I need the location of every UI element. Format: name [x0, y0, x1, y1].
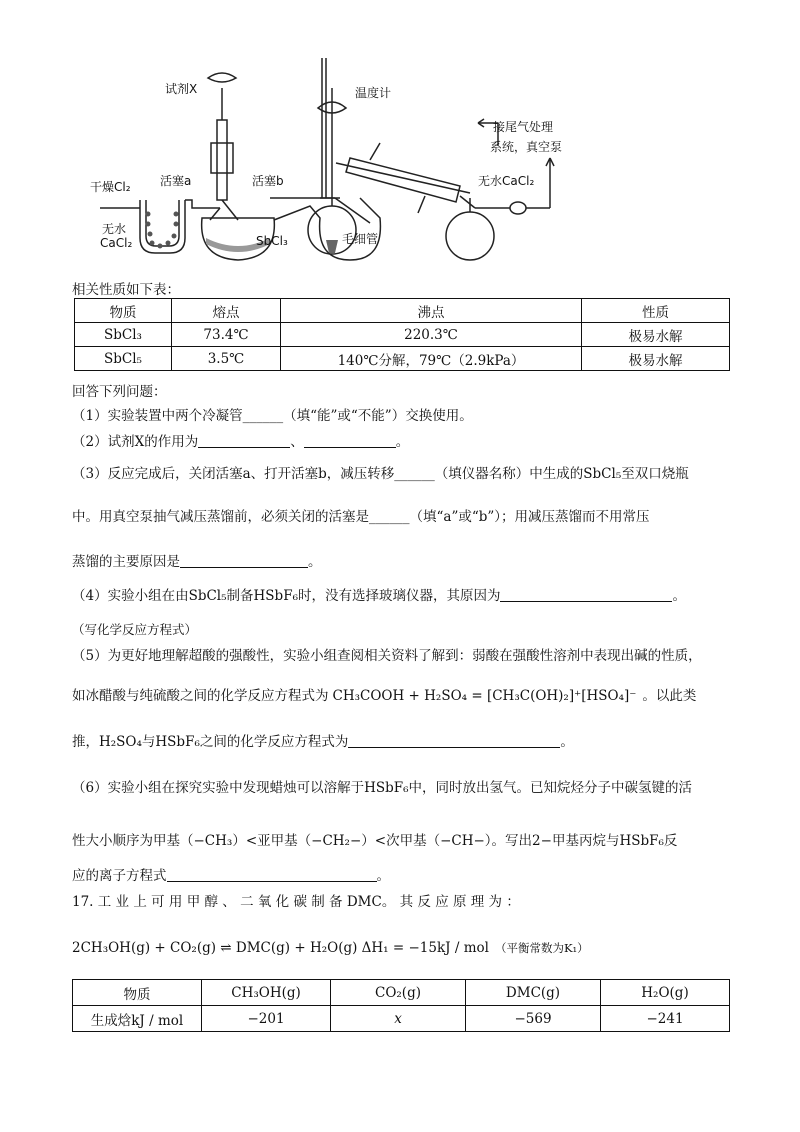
header-dmc: DMC(g): [466, 980, 601, 1006]
question-3-line-2: 中。用真空泵抽气减压蒸馏前，必须关闭的活塞是______（填“a”或“b”）；用减压蒸馏而不用常压: [72, 509, 650, 525]
label-thermometer: 温度计: [355, 86, 392, 100]
answer-blank[interactable]: [500, 587, 672, 602]
answer-blank[interactable]: [167, 867, 377, 882]
question-6-line-1: （6）实验小组在探究实验中发现蜡烛可以溶解于HSbF₆中，同时放出氢气。已知烷烃分子中碳氢键的活: [72, 780, 693, 796]
table-intro: 相关性质如下表：: [72, 282, 180, 298]
question-5-text: 如冰醋酸与纯硫酸之间的化学反应方程式为: [72, 688, 329, 704]
table-cell: −569: [466, 1006, 601, 1032]
period: 。: [560, 734, 574, 750]
question-3-line-1: （3）反应完成后，关闭活塞a、打开活塞b，减压转移______（填仪器名称）中生成的SbCl₅至双口烧瓶: [72, 466, 689, 482]
label-anhydrous-cacl2: 无水CaCl₂: [478, 174, 535, 188]
table-cell: 极易水解: [582, 347, 730, 371]
question-4-text: （4）实验小组在由SbCl₅制备HSbF₆时，没有选择玻璃仪器，其原因为: [72, 588, 501, 604]
header-co2: CO₂(g): [331, 980, 466, 1006]
header-methanol: CH₃OH(g): [202, 980, 331, 1006]
question-4-note: （写化学反应方程式）: [72, 622, 198, 637]
question-5-line-1: （5）为更好地理解超酸的强酸性，实验小组查阅相关资料了解到：弱酸在强酸性溶剂中表现出碱的性质，: [72, 648, 702, 664]
table-row: [75, 347, 730, 371]
enthalpy-table: [72, 979, 730, 1032]
question-17-equation-line: [72, 940, 589, 956]
header-water: H₂O(g): [601, 980, 730, 1006]
label-capillary: 毛细管: [342, 232, 379, 246]
table-cell: 220.3℃: [281, 323, 582, 347]
label-sbcl3-flask: SbCl₃: [256, 234, 288, 248]
header-melting-point: 熔点: [172, 299, 281, 323]
label-stopcock-b: 活塞b: [252, 174, 284, 188]
table-header-row: [73, 980, 730, 1006]
table-cell: SbCl₅: [75, 347, 172, 371]
table-row: [73, 1006, 730, 1032]
separator: 、: [290, 434, 304, 450]
header-substance: 物质: [73, 980, 202, 1006]
question-2-text: （2）试剂X的作用为: [72, 434, 199, 450]
question-5-text-end: 。以此类: [642, 688, 697, 704]
answer-blank[interactable]: [348, 733, 560, 748]
period: 。: [395, 434, 410, 450]
table-cell: x: [331, 1006, 466, 1032]
table-cell: 140℃分解，79℃（2.9kPa）: [281, 347, 582, 371]
table-cell: −201: [202, 1006, 331, 1032]
answer-blank[interactable]: [180, 553, 308, 568]
label-vacuum: 系统，真空泵: [490, 140, 563, 154]
dmc-equation: 2CH₃OH(g) + CO₂(g) ⇌ DMC(g) + H₂O(g) ΔH₁ = −15kJ / mol: [72, 940, 489, 956]
table-header-row: [75, 299, 730, 323]
label-anhydrous-left-2: CaCl₂: [100, 236, 133, 250]
question-5-line-2: [72, 684, 696, 704]
questions-intro: 回答下列问题：: [72, 384, 167, 400]
table-cell: −241: [601, 1006, 730, 1032]
table-cell: SbCl₃: [75, 323, 172, 347]
label-stopcock-a: 活塞a: [160, 174, 192, 188]
period: 。: [672, 588, 686, 604]
table-row: [75, 323, 730, 347]
table-cell: 极易水解: [582, 323, 730, 347]
acetic-acid-equation: CH₃COOH + H₂SO₄ = [CH₃C(OH)₂]⁺[HSO₄]⁻: [332, 688, 637, 704]
question-2: [72, 430, 409, 450]
question-3-line-3: [72, 550, 322, 570]
label-dry-cl2: 干燥Cl₂: [90, 180, 131, 194]
equilibrium-note: （平衡常数为K₁）: [494, 941, 589, 955]
table-cell: 3.5℃: [172, 347, 281, 371]
header-property: 性质: [582, 299, 730, 323]
question-6-text: 应的离子方程式: [72, 868, 167, 884]
properties-table: [74, 298, 730, 371]
label-reagent-x: 试剂X: [165, 82, 198, 96]
period: 。: [308, 554, 322, 570]
label-tail-gas: 接尾气处理: [493, 120, 554, 134]
question-5-text: 推，H₂SO₄与HSbF₆之间的化学反应方程式为: [72, 734, 349, 750]
label-anhydrous-left-1: 无水: [102, 222, 127, 236]
question-5-line-3: [72, 730, 574, 750]
question-1: （1）实验装置中两个冷凝管______（填“能”或“不能”）交换使用。: [72, 408, 473, 424]
answer-blank[interactable]: [304, 433, 396, 448]
header-substance: 物质: [75, 299, 172, 323]
apparatus-diagram: [80, 48, 580, 268]
table-cell: 73.4℃: [172, 323, 281, 347]
question-6-line-3: [72, 864, 390, 884]
header-boiling-point: 沸点: [281, 299, 582, 323]
row-label: 生成焓kJ / mol: [73, 1006, 202, 1032]
question-3-text: 蒸馏的主要原因是: [72, 554, 180, 570]
question-6-line-2: 性大小顺序为甲基（−CH₃）<亚甲基（−CH₂−）<次甲基（−CH−）。写出2−甲基丙烷与HSbF₆反: [72, 833, 678, 849]
answer-blank[interactable]: [198, 433, 290, 448]
question-4: [72, 584, 686, 604]
question-17-line-1: 17. 工 业 上 可 用 甲 醇 、 二 氧 化 碳 制 备 DMC。 其 反 应 原 理 为 ：: [72, 894, 520, 910]
period: 。: [376, 868, 390, 884]
